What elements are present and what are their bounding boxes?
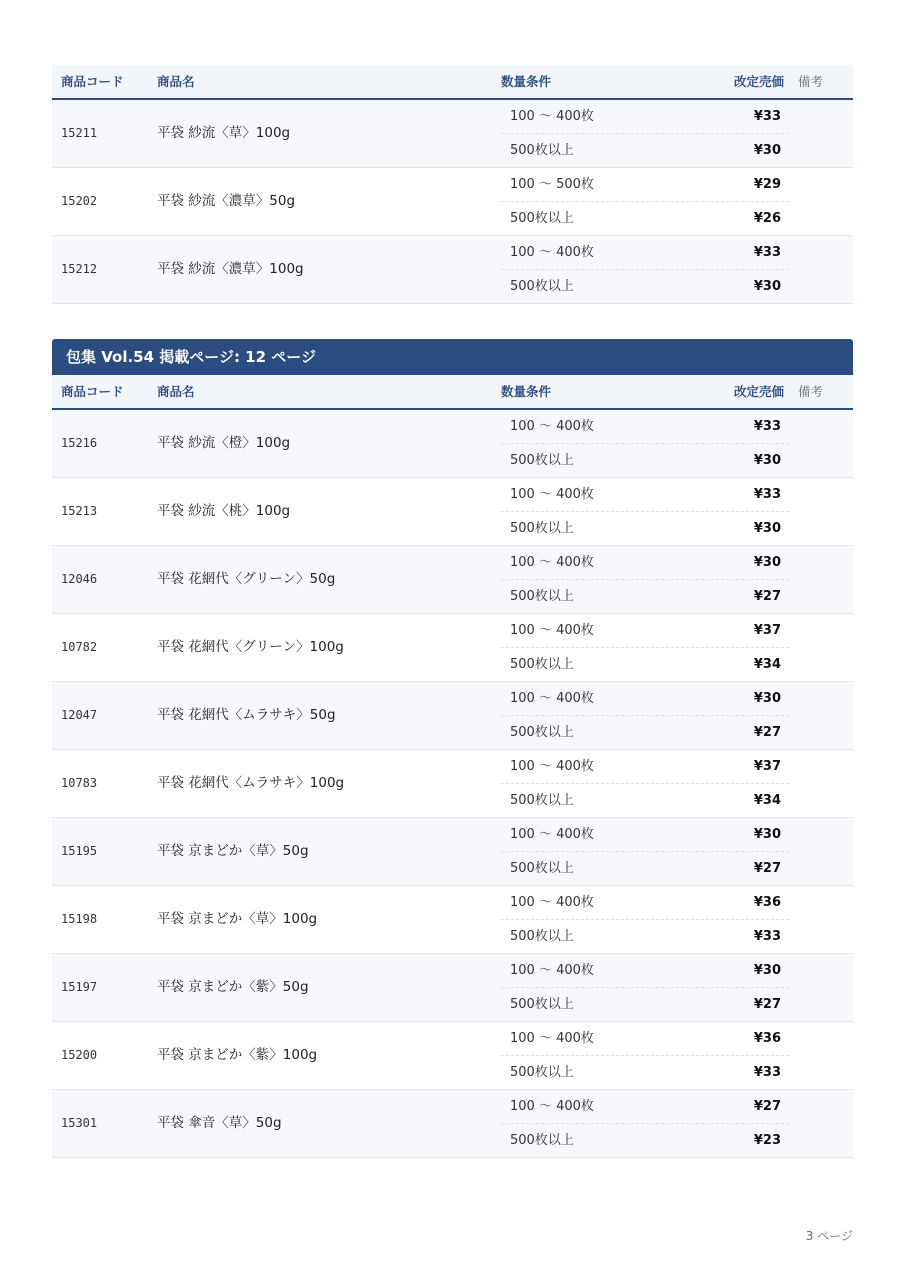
price-tier — [501, 444, 789, 478]
revised-price: ¥30 — [753, 963, 781, 978]
product-code: 15301 — [61, 1116, 98, 1130]
price-tier — [501, 512, 789, 546]
revised-price: ¥34 — [753, 657, 781, 672]
price-tier — [501, 1124, 789, 1158]
product-name: 平袋 紗流〈橙〉100g — [157, 435, 291, 451]
product-name: 平袋 花網代〈ムラサキ〉50g — [157, 707, 336, 723]
table-body — [52, 410, 853, 1158]
price-tier — [501, 168, 789, 202]
price-tier — [501, 750, 789, 784]
price-tier — [501, 682, 789, 716]
product-name: 平袋 花網代〈グリーン〉100g — [157, 639, 344, 655]
table-row — [52, 682, 853, 750]
price-tier — [501, 1090, 789, 1124]
quantity-condition: 500枚以上 — [510, 997, 574, 1012]
quantity-condition: 100 〜 400枚 — [510, 109, 594, 124]
header-code: 商品コード — [61, 384, 124, 399]
quantity-condition: 100 〜 400枚 — [510, 1099, 594, 1114]
price-tier — [501, 648, 789, 682]
quantity-condition: 500枚以上 — [510, 1133, 574, 1148]
table-row — [52, 100, 853, 168]
product-code: 15198 — [61, 912, 98, 926]
product-code: 15200 — [61, 1048, 98, 1062]
price-tier — [501, 478, 789, 512]
revised-price: ¥33 — [753, 487, 781, 502]
header-note: 備考 — [798, 384, 824, 399]
product-name: 平袋 紗流〈濃草〉100g — [157, 261, 304, 277]
price-tier — [501, 270, 789, 304]
revised-price: ¥27 — [753, 1099, 781, 1114]
table-row — [52, 168, 853, 236]
price-tier — [501, 100, 789, 134]
revised-price: ¥37 — [753, 759, 781, 774]
price-tier — [501, 716, 789, 750]
revised-price: ¥33 — [753, 109, 781, 124]
header-qty: 数量条件 — [501, 74, 552, 89]
quantity-condition: 100 〜 400枚 — [510, 691, 594, 706]
table-row — [52, 818, 853, 886]
price-tier — [501, 134, 789, 168]
price-tier — [501, 410, 789, 444]
price-tier — [501, 580, 789, 614]
table-row — [52, 478, 853, 546]
quantity-condition: 100 〜 400枚 — [510, 245, 594, 260]
quantity-condition: 100 〜 400枚 — [510, 827, 594, 842]
quantity-condition: 100 〜 400枚 — [510, 963, 594, 978]
price-section-vol54 — [52, 339, 853, 1158]
price-tier — [501, 546, 789, 580]
table-row — [52, 546, 853, 614]
product-code: 10783 — [61, 776, 98, 790]
revised-price: ¥26 — [753, 211, 781, 226]
price-tier — [501, 784, 789, 818]
product-code: 15212 — [61, 262, 98, 276]
revised-price: ¥30 — [753, 691, 781, 706]
page-number: 3 ページ — [805, 1229, 853, 1243]
revised-price: ¥33 — [753, 929, 781, 944]
product-name: 平袋 京まどか〈紫〉50g — [157, 979, 309, 995]
quantity-condition: 100 〜 500枚 — [510, 177, 594, 192]
revised-price: ¥29 — [753, 177, 781, 192]
product-code: 15202 — [61, 194, 98, 208]
quantity-condition: 500枚以上 — [510, 725, 574, 740]
header-price: 改定売価 — [733, 74, 784, 89]
revised-price: ¥27 — [753, 997, 781, 1012]
product-code: 12046 — [61, 572, 98, 586]
price-tier — [501, 818, 789, 852]
table-row — [52, 410, 853, 478]
product-code: 15211 — [61, 126, 98, 140]
quantity-condition: 500枚以上 — [510, 279, 574, 294]
table-row — [52, 614, 853, 682]
table-row — [52, 954, 853, 1022]
price-tier — [501, 614, 789, 648]
quantity-condition: 500枚以上 — [510, 589, 574, 604]
quantity-condition: 500枚以上 — [510, 793, 574, 808]
price-tier — [501, 236, 789, 270]
quantity-condition: 100 〜 400枚 — [510, 1031, 594, 1046]
revised-price: ¥36 — [753, 895, 781, 910]
table-row — [52, 1090, 853, 1158]
quantity-condition: 500枚以上 — [510, 929, 574, 944]
quantity-condition: 500枚以上 — [510, 143, 574, 158]
quantity-condition: 500枚以上 — [510, 861, 574, 876]
price-tier — [501, 954, 789, 988]
product-name: 平袋 紗流〈草〉100g — [157, 125, 291, 141]
header-name: 商品名 — [157, 74, 195, 89]
price-tier — [501, 852, 789, 886]
price-tier — [501, 920, 789, 954]
product-name: 平袋 京まどか〈草〉50g — [157, 843, 309, 859]
revised-price: ¥33 — [753, 245, 781, 260]
quantity-condition: 500枚以上 — [510, 521, 574, 536]
table-row — [52, 236, 853, 304]
product-name: 平袋 京まどか〈紫〉100g — [157, 1047, 318, 1063]
revised-price: ¥34 — [753, 793, 781, 808]
quantity-condition: 500枚以上 — [510, 657, 574, 672]
table-header — [52, 375, 853, 410]
product-code: 15216 — [61, 436, 98, 450]
revised-price: ¥30 — [753, 453, 781, 468]
product-name: 平袋 花網代〈グリーン〉50g — [157, 571, 336, 587]
table-row — [52, 1022, 853, 1090]
header-qty: 数量条件 — [501, 384, 552, 399]
revised-price: ¥33 — [753, 1065, 781, 1080]
quantity-condition: 100 〜 400枚 — [510, 419, 594, 434]
price-tier — [501, 988, 789, 1022]
section-title: 包集 Vol.54 掲載ページ: 12 ページ — [52, 339, 853, 375]
product-code: 10782 — [61, 640, 98, 654]
revised-price: ¥36 — [753, 1031, 781, 1046]
quantity-condition: 500枚以上 — [510, 453, 574, 468]
table-body — [52, 100, 853, 304]
revised-price: ¥33 — [753, 419, 781, 434]
quantity-condition: 100 〜 400枚 — [510, 623, 594, 638]
product-name: 平袋 紗流〈濃草〉50g — [157, 193, 296, 209]
product-name: 平袋 花網代〈ムラサキ〉100g — [157, 775, 345, 791]
revised-price: ¥27 — [753, 725, 781, 740]
revised-price: ¥30 — [753, 521, 781, 536]
revised-price: ¥23 — [753, 1133, 781, 1148]
header-name: 商品名 — [157, 384, 195, 399]
quantity-condition: 100 〜 400枚 — [510, 555, 594, 570]
quantity-condition: 500枚以上 — [510, 211, 574, 226]
product-code: 15197 — [61, 980, 98, 994]
revised-price: ¥27 — [753, 861, 781, 876]
revised-price: ¥30 — [753, 555, 781, 570]
product-code: 12047 — [61, 708, 98, 722]
revised-price: ¥30 — [753, 827, 781, 842]
price-table-1 — [52, 65, 853, 304]
quantity-condition: 100 〜 400枚 — [510, 487, 594, 502]
price-tier — [501, 886, 789, 920]
header-price: 改定売価 — [733, 384, 784, 399]
price-tier — [501, 1022, 789, 1056]
product-name: 平袋 京まどか〈草〉100g — [157, 911, 318, 927]
revised-price: ¥30 — [753, 279, 781, 294]
quantity-condition: 100 〜 400枚 — [510, 895, 594, 910]
revised-price: ¥37 — [753, 623, 781, 638]
header-note: 備考 — [798, 74, 824, 89]
quantity-condition: 500枚以上 — [510, 1065, 574, 1080]
table-row — [52, 750, 853, 818]
product-name: 平袋 傘音〈草〉50g — [157, 1115, 282, 1131]
revised-price: ¥30 — [753, 143, 781, 158]
table-header — [52, 65, 853, 100]
revised-price: ¥27 — [753, 589, 781, 604]
table-row — [52, 886, 853, 954]
product-name: 平袋 紗流〈桃〉100g — [157, 503, 291, 519]
product-code: 15213 — [61, 504, 98, 518]
quantity-condition: 100 〜 400枚 — [510, 759, 594, 774]
header-code: 商品コード — [61, 74, 124, 89]
price-tier — [501, 202, 789, 236]
price-tier — [501, 1056, 789, 1090]
product-code: 15195 — [61, 844, 98, 858]
